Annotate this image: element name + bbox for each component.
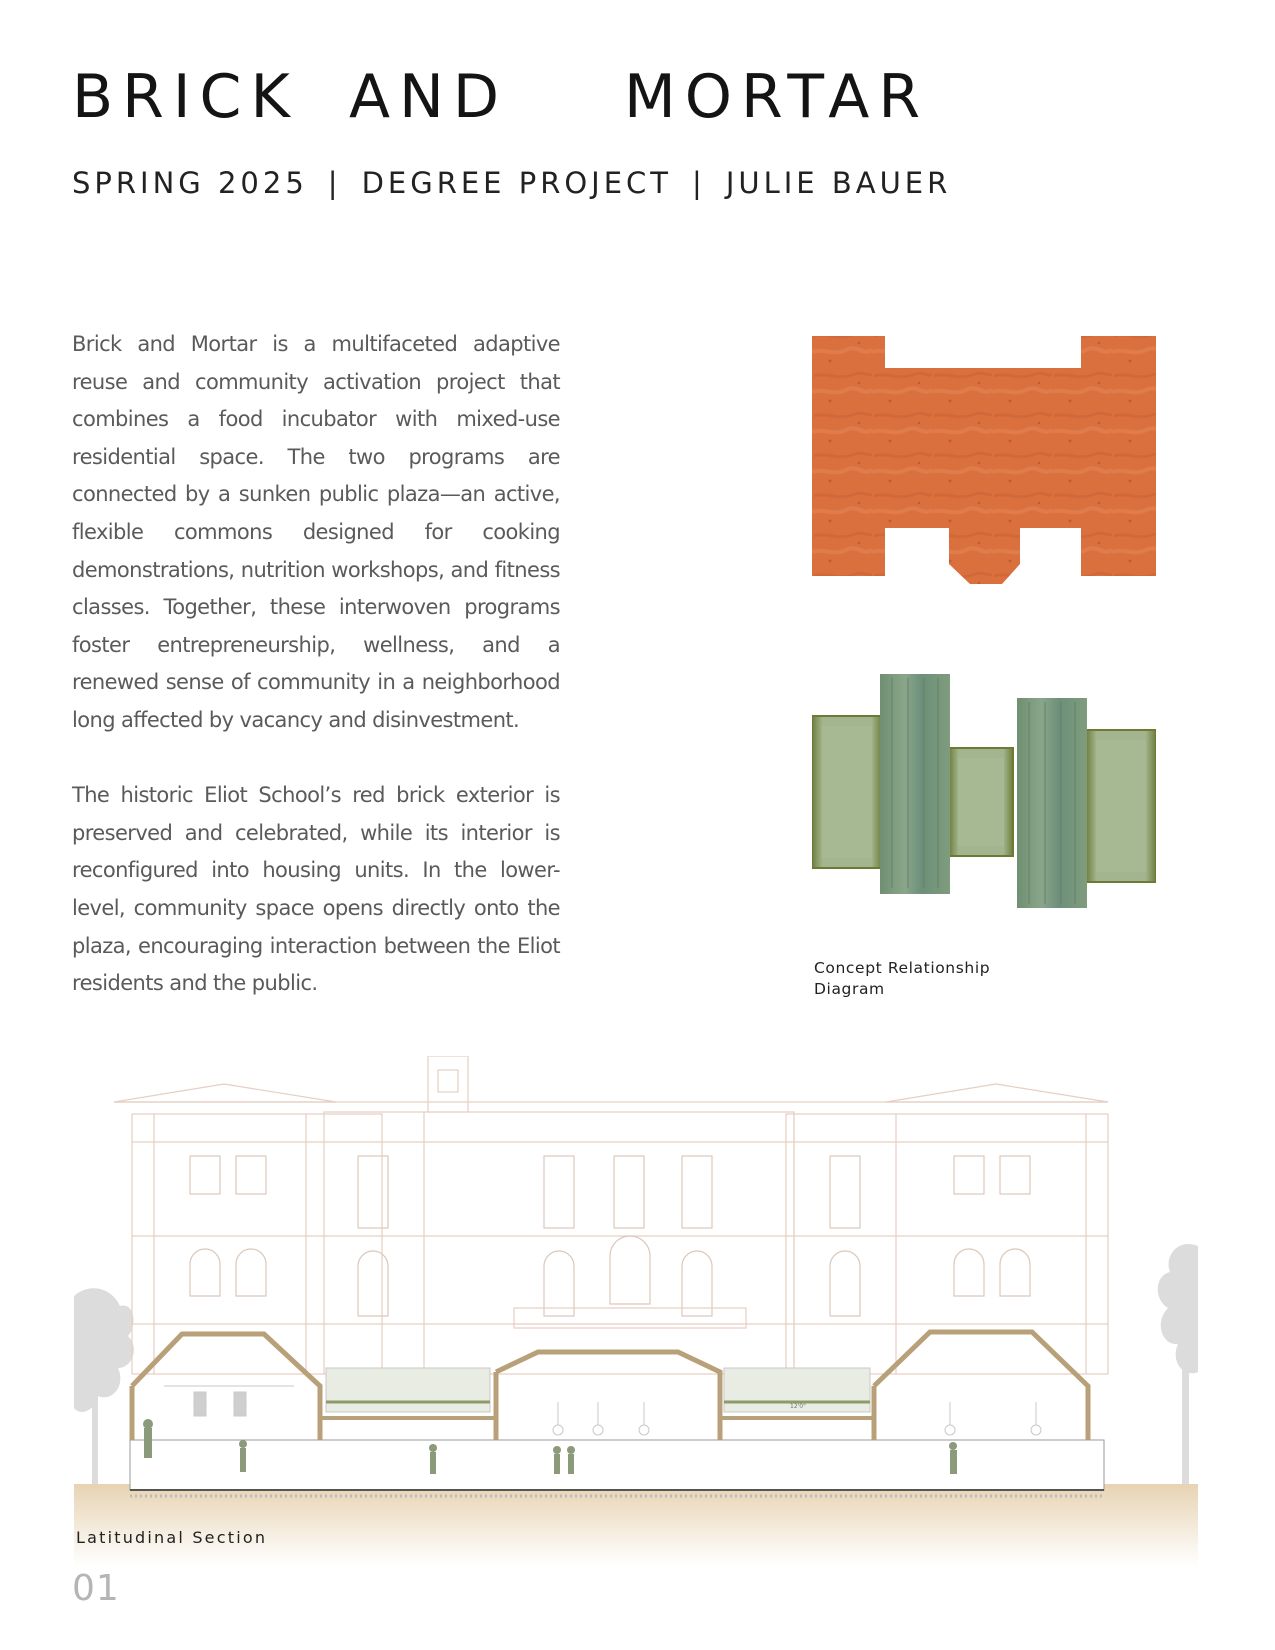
title-word-mortar: MORTAR xyxy=(624,62,930,132)
page-number: 01 xyxy=(72,1568,120,1609)
page-title xyxy=(72,62,972,132)
section-graphic xyxy=(74,1056,1198,1566)
green-interlock-shape xyxy=(812,674,1156,908)
historic-facade xyxy=(114,1056,1108,1374)
concept-diagram-graphic xyxy=(812,328,1156,908)
pavilion-interiors xyxy=(164,1368,1041,1435)
subtitle-project: DEGREE PROJECT xyxy=(361,166,673,200)
diagram-caption-line: Concept Relationship xyxy=(814,959,991,977)
title-word-brick: BRICK xyxy=(72,62,299,132)
diagram-caption-line: Diagram xyxy=(814,980,885,998)
diagram-caption xyxy=(814,958,1014,1000)
section-label: Latitudinal Section xyxy=(76,1528,268,1547)
description-paragraph: Brick and Mortar is a multifaceted adaptive reuse and community activation project that combines a food incubator with mixed-use residential space. The two programs are connected by a sunken public plaza—an active, flexible commons designed for cooking demonstrations, nutrition workshops, and fitness classes. Together, these interwoven programs foster entrepreneurship, wellness, and a renewed sense of community in a neighborhood long affected by vacancy and disinvestment. xyxy=(72,332,560,732)
dimension-label: 12'0" xyxy=(790,1403,806,1410)
subtitle-separator: | xyxy=(327,166,342,200)
project-description xyxy=(72,326,560,1040)
subtitle-author: JULIE BAUER xyxy=(725,166,952,200)
subtitle xyxy=(72,166,951,200)
latitudinal-section-drawing xyxy=(74,1056,1198,1566)
concept-relationship-diagram xyxy=(812,328,1156,913)
description-paragraph: The historic Eliot School’s red brick exterior is preserved and celebrated, while its interior is reconfigured into housing units. In the lower-level, community space opens directly onto the plaza, encouraging interaction between the Eliot residents and the public. xyxy=(72,783,560,996)
subtitle-term: SPRING 2025 xyxy=(72,166,308,200)
subtitle-separator: | xyxy=(692,166,706,200)
title-word-and: AND xyxy=(349,62,509,132)
